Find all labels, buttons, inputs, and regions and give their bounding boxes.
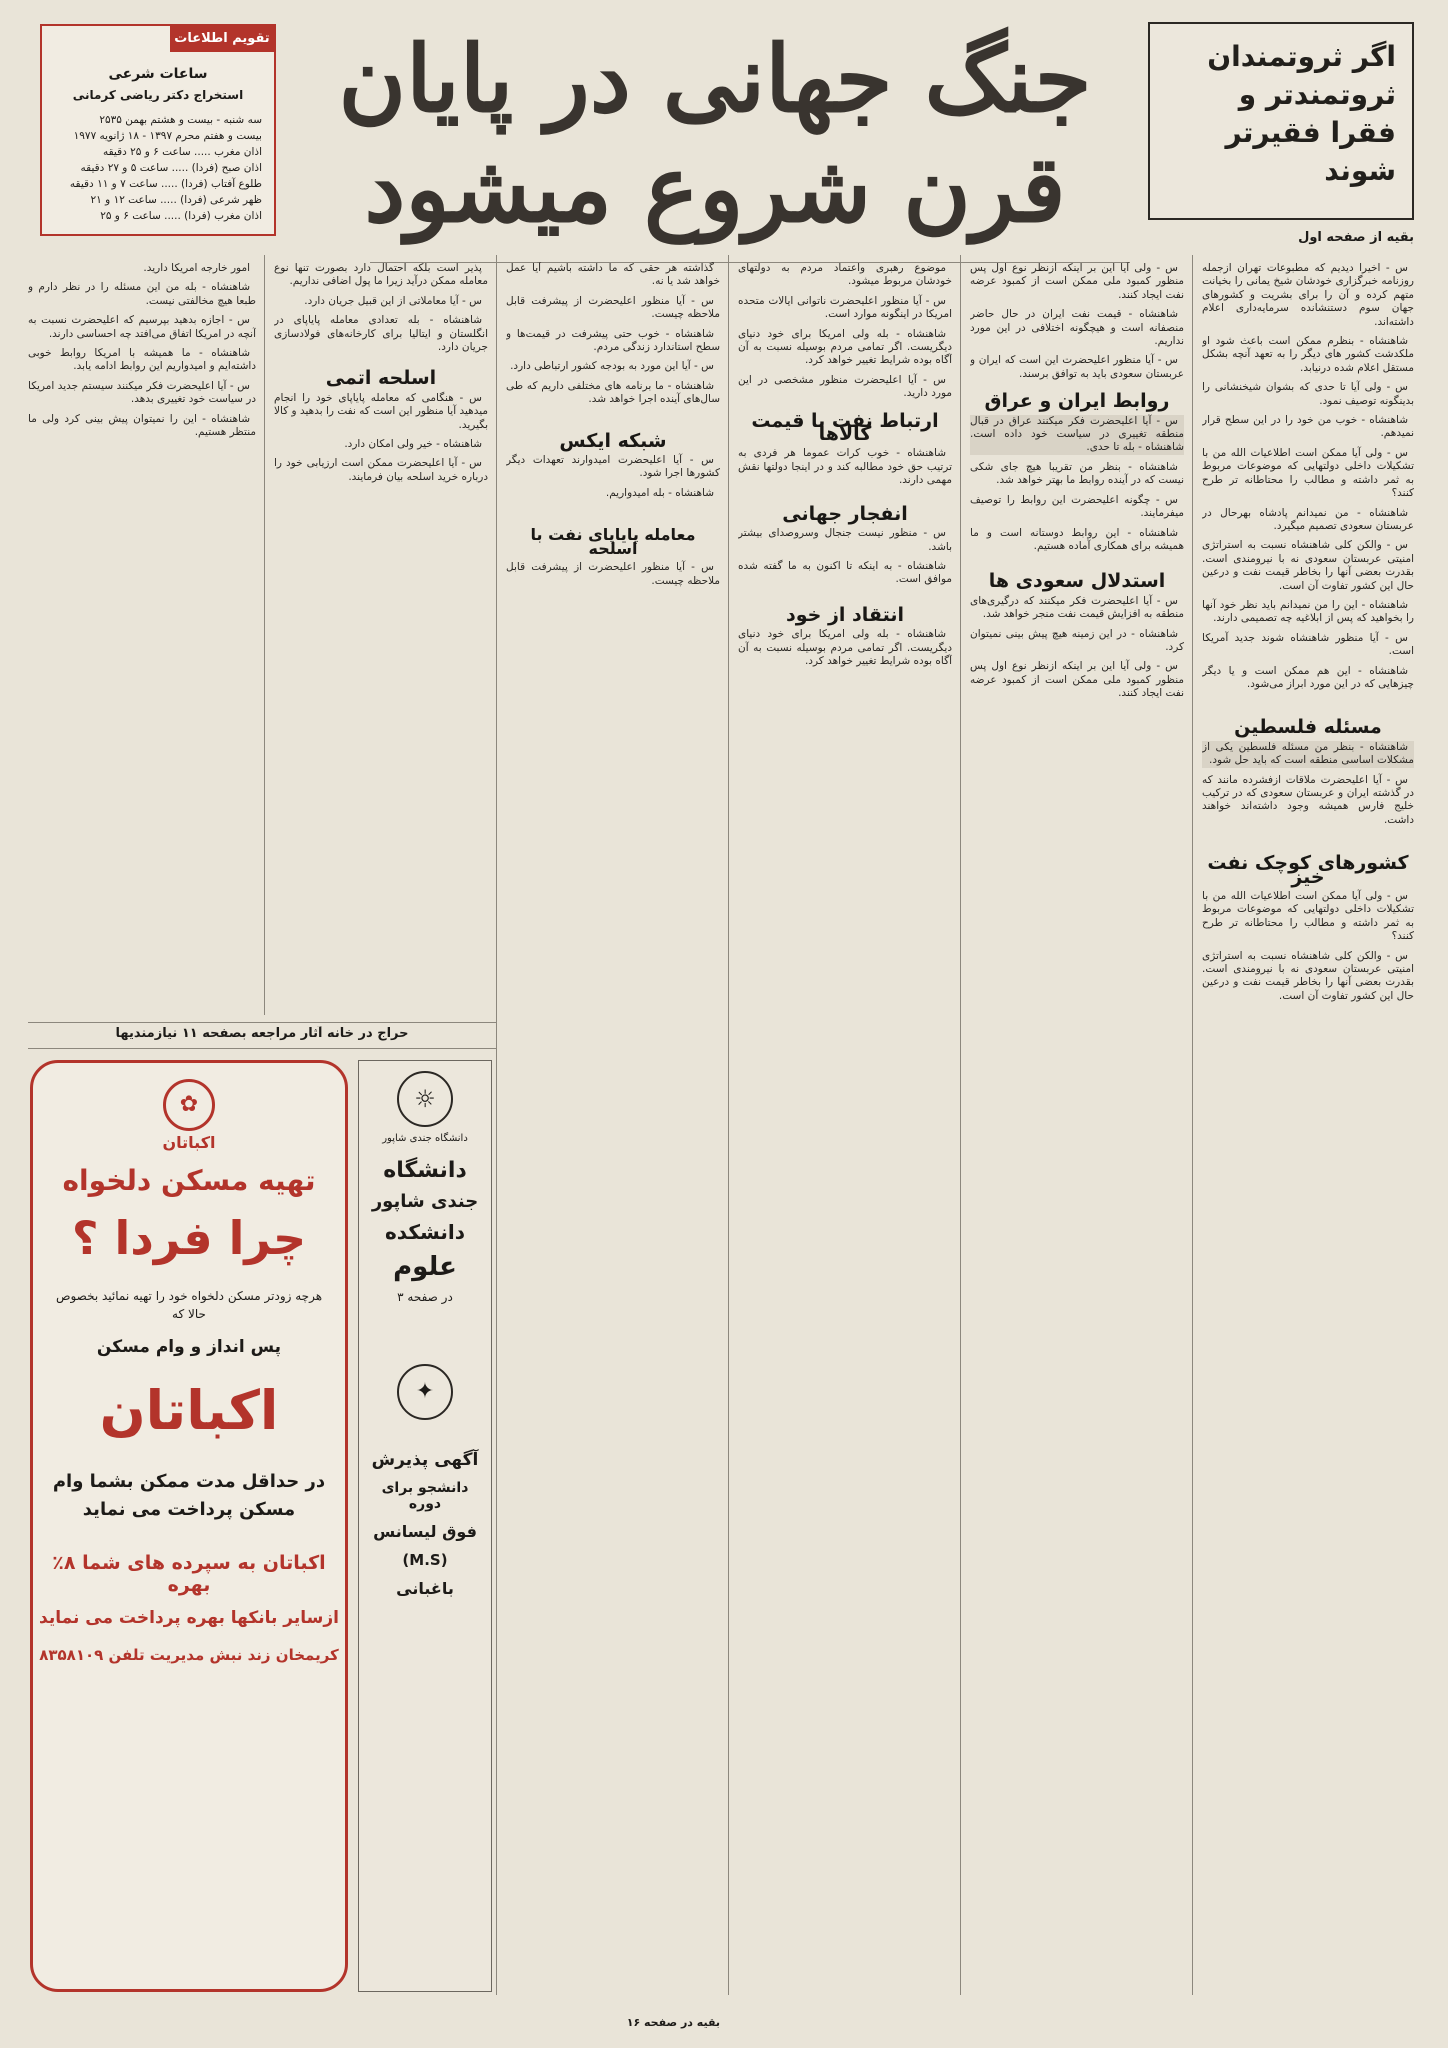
calendar-line: اذان مغرب (فردا) ..... ساعت ۶ و ۲۵ [100, 210, 262, 222]
column-rule [496, 255, 497, 1995]
paragraph: س - آیا منظور شاهنشاه شوند جدید آمریکا است. [1202, 631, 1414, 658]
column-rule [1192, 255, 1193, 1995]
main-headline [300, 18, 1130, 254]
ekbatan-line-6: ازسایر بانکها بهره پرداخت می نماید [39, 1608, 339, 1628]
paragraph: پذیر است بلکه احتمال دارد بصورت تنها نوع معامله ممکن درآید زیرا ما پول اضافی نداریم. [274, 262, 488, 288]
ekbatan-line-3: پس انداز و وام مسکن [96, 1337, 282, 1357]
paragraph: شاهنشاه - بنظرم ممکن است باعث شود او ملکدشت کشور های دیگر را به تعهد آنچه بشکل مستقل اعلام شده درنیابد. [1202, 335, 1414, 374]
column-rule [728, 255, 729, 1995]
paragraph: س - والکن کلی شاهنشاه نسبت به استراتژی امنیتی عربستان سعودی نه با نیرومندی است. بقدرت بعضی آنها را بخاطر قیمت نفت و درعین حال این کشور تفاوت آن است. [1202, 949, 1414, 1002]
ekbatan-brand-small: اکباتان [162, 1133, 216, 1152]
university-title-4: علوم [393, 1252, 457, 1282]
calendar-line: بیست و هفتم محرم ۱۳۹۷ - ۱۸ ژانویه ۱۹۷۷ [73, 130, 262, 142]
calendar-line: اذان مغرب ..... ساعت ۶ و ۲۵ دقیقه [102, 146, 262, 158]
paragraph: س - آیا اعلیحضرت فکر میکنند سیستم جدید امریکا در سیاست خود تغییری بدهد. [28, 379, 256, 406]
article-column-6 [28, 262, 256, 1014]
calendar-line: اذان صبح (فردا) ..... ساعت ۵ و ۲۷ دقیقه [80, 162, 262, 174]
calendar-box [40, 24, 276, 236]
paragraph: س - آیا منظور اعلیحضرت از پیشرفت قابل ملاحظه چیست. [506, 561, 720, 587]
paragraph: شاهنشاه - قیمت نفت ایران در حال حاضر منصفانه است و هیچگونه اختلافی در این مورد نداریم. [970, 308, 1184, 348]
calendar-line: سه شنبه - بیست و هشتم بهمن ۲۵۳۵ [99, 114, 262, 126]
side-headline-text: اگر ثروتمندان ثروتمندتر و فقرا فقیرتر شوند [1207, 40, 1396, 187]
subhead-x-network: شبکه ایکس [559, 429, 667, 452]
continued-from-front: بقیه از صفحه اول [1298, 230, 1414, 245]
calendar-line: ظهر شرعی (فردا) ..... ساعت ۱۲ و ۲۱ [90, 194, 262, 206]
university-body-1: آگهی پذیرش [371, 1450, 479, 1470]
university-ad [358, 1060, 492, 1992]
paragraph: س - آیا اعلیحضرت ملاقات ازفشرده مانند که در گذشته ایران و عربستان سعودی که در ترکیب خلیج فارس همیشه وجود داشته‌اند خواهند داشت. [1202, 773, 1414, 826]
subhead-iran-iraq: روابط ایران و عراق [984, 390, 1170, 413]
paragraph: س - اخیرا دیدیم که مطبوعات تهران ازجمله روزنامه خبرگزاری خودشان شیخ یمانی را بخیانت متهم کرده و آن را برای بشریت و کشورهای جهان سوم دستنشانده سرمایه‌داری اعلام داشته‌اند. [1202, 262, 1414, 328]
column-rule [960, 255, 961, 1995]
subhead-explosion: انفجار جهانی [782, 502, 908, 525]
headline-line-2: قرن شروع میشود [364, 135, 1066, 243]
university-body-4: (M.S) [402, 1551, 448, 1569]
paragraph: س - آیا منظور اعلیحضرت این است که ایران و عربستان سعودی باید به توافق برسند. [970, 354, 1184, 380]
ekbatan-line-5: اکباتان به سپرده های شما ۸٪ بهره [52, 1552, 326, 1596]
calendar-lines [54, 112, 262, 224]
university-body-3: فوق لیسانس [373, 1522, 477, 1541]
paragraph: س - ولی آیا این بر اینکه ازنظر نوع اول پس منظور کمبود ملی ممکن است از کمبود عرضه نفت ایجاد کنند. [970, 660, 1184, 700]
auction-notice: حراج در خانه آثار مراجعه بصفحه ۱۱ نیازمندیها [115, 1026, 409, 1041]
paragraph: گذاشته هر حقی که ما داشته باشیم آیا عمل خواهد شد یا نه. [506, 262, 720, 288]
university-title-3: دانشکده [385, 1220, 465, 1244]
paragraph: امور خارجه امریکا دارید. [143, 262, 250, 274]
ekbatan-brand-big: اکباتان [99, 1379, 279, 1442]
notice-rule [28, 1022, 496, 1023]
paragraph: شاهنشاه - بله تعدادی معامله پایاپای در انگلستان و ایتالیا برای کارخانه‌های فولادسازی جریان دارد. [274, 314, 488, 354]
subhead-small-oil: کشورهای کوچک نفت خیز [1207, 852, 1409, 888]
headline-line-1: جنگ جهانی در پایان [338, 25, 1092, 133]
paragraph: شاهنشاه - در این زمینه هیچ پیش بینی نمیتوان کرد. [970, 627, 1184, 653]
calendar-line: طلوع آفتاب (فردا) ..... ساعت ۷ و ۱۱ دقیقه [69, 178, 262, 190]
paragraph: س - آیا معاملاتی از این قبیل جریان دارد. [304, 294, 482, 307]
paragraph: س - آیا منظور اعلیحضرت از پیشرفت قابل ملاحظه چیست. [506, 294, 720, 321]
paragraph: شاهنشاه - بنظر من تقریبا هیچ جای شکی نیست که در آینده روابط ما بهتر خواهد شد. [970, 460, 1184, 487]
paragraph: شاهنشاه - خوب من خود را در این سطح قرار نمیدهم. [1202, 414, 1414, 440]
side-headline-box [1148, 22, 1414, 220]
paragraph: س - ولی آیا ممکن است اطلاعیات الله من با تشکیلات داخلی دولتهایی که موضوعات مربوط به ثمر داشته و مطالب را محتاطانه تر طرح کنند؟ [1202, 446, 1414, 500]
paragraph: س - هنگامی که معامله پایاپای خود را انجام میدهید آیا منظور این است که نفت را بدهید و کالا بگیرید. [274, 391, 488, 431]
university-body-2: دانشجو برای دوره [381, 1480, 469, 1512]
ekbatan-line-2: هرچه زودتر مسکن دلخواه خود را تهیه نمائید بخصوص حالا که [55, 1289, 323, 1321]
subhead-palestine: مسئله فلسطین [1234, 716, 1382, 739]
paragraph: شاهنشاه - خوب حتی پیشرفت در قیمت‌ها و سطح استاندارد زندگی مردم. [506, 327, 720, 354]
paragraph: شاهنشاه - من نمیدانم پادشاه بهرحال در عربستان سعودی تصمیم میگیرد. [1202, 506, 1414, 532]
paragraph: شاهنشاه - بله ولی امریکا برای خود دنیای دیگریست. اگر تمامی مردم بوسیله نسبت به آن آگاه بوده شرایط تغییر خواهد کرد. [738, 327, 952, 367]
ekbatan-phone: کریمخان زند نبش مدیریت تلفن ۸۳۵۸۱۰۹ [39, 1646, 339, 1664]
paragraph: س - اجازه بدهید بپرسیم که اعلیحضرت نسبت به آنچه در امریکا اتفاق می‌افتد چه احساسی دارند. [28, 314, 256, 340]
paragraph: س - ولی آیا تا حدی که بشوان شیخنشانی را بدینگونه توصیف نمود. [1202, 381, 1414, 407]
paragraph: س - آیا اعلیحضرت فکر میکنند که درگیری‌های منطقه به افزایش قیمت نفت منجر خواهد شد. [970, 594, 1184, 621]
university-body-5: باغبانی [396, 1579, 454, 1598]
paragraph: شاهنشاه - بله امیدواریم. [605, 486, 714, 499]
university-logo-icon: ☼ [397, 1071, 453, 1127]
continued-on-page: بقیه در صفحه ۱۶ [626, 2016, 720, 2029]
university-page-ref: در صفحه ۳ [397, 1290, 453, 1304]
paragraph: شاهنشاه - خوب کرات عموما هر فردی به ترتیب حق خود مطالبه کند و در اینجا دولتها نقش مهمی دارند. [738, 447, 952, 487]
paragraph: س - آیا اعلیحضرت ممکن است ارزیابی خود را درباره خرید اسلحه بیان فرمایند. [274, 457, 488, 483]
subhead-self-critique: انتقاد از خود [786, 603, 904, 626]
paragraph: موضوع رهبری واعتماد مردم به دولتهای خودشان مربوط میشود. [738, 262, 952, 288]
subhead-bilateral: معامله پایاپای نفت با اسلحه [530, 525, 696, 558]
paragraph: شاهنشاه - بنظر من مسئله فلسطین یکی از مشکلات اساسی منطقه است که باید حل شود. [1202, 740, 1414, 767]
article-column-4 [506, 262, 720, 1992]
article-column-5 [274, 262, 488, 1014]
university-seal-icon: ✦ [397, 1364, 453, 1420]
paragraph: شاهنشاه - خیر ولی امکان دارد. [344, 438, 482, 451]
article-column-3 [738, 262, 952, 1992]
paragraph: شاهنشاه - ما برنامه های مختلفی داریم که طی سال‌های آینده اجرا خواهد شد. [506, 379, 720, 406]
paragraph: شاهنشاه - بله من این مسئله را در نظر دارم و طبعا هیچ مخالفتی نیست. [28, 281, 256, 307]
paragraph: س - ولی آیا این بر اینکه ازنظر نوع اول پس منظور کمبود ملی ممکن است از کمبود عرضه نفت ایجاد کنند. [970, 262, 1184, 301]
paragraph: س - آیا این مورد به بودجه کشور ارتباطی دارد. [510, 360, 714, 373]
subhead-oil-link: ارتباط نفت با قیمت کالاها [751, 409, 939, 446]
article-column-2 [970, 262, 1184, 1992]
ekbatan-big-question: چرا فردا ؟ [71, 1211, 307, 1265]
calendar-heading: ساعات شرعی [108, 66, 208, 82]
ekbatan-logo-icon: ✿ [163, 1079, 215, 1131]
ekbatan-ad [30, 1060, 348, 1992]
paragraph: س - آیا اعلیحضرت منظور مشخصی در این مورد دارید. [738, 373, 952, 400]
paragraph: س - آیا اعلیحضرت فکر میکنند عراق در قبال منطقه تغییری در سیاست خود داده است. شاهنشاه - بله تا حدی. [970, 414, 1184, 454]
column-rule [264, 255, 265, 1015]
university-title-1: دانشگاه [383, 1158, 467, 1183]
paragraph: س - منظور نیست جنجال وسروصدای بیشتر باشد. [738, 527, 952, 553]
university-title-2: جندی شاپور [371, 1191, 479, 1212]
paragraph: س - ولی آیا ممکن است اطلاعیات الله من با تشکیلات داخلی دولتهایی که موضوعات مربوط به ثمر داشته و مطالب را محتاطانه تر طرح کنند؟ [1202, 890, 1414, 943]
paragraph: شاهنشاه - این هم ممکن است و یا دیگر چیزهایی که در این مورد ابراز می‌شود. [1202, 664, 1414, 690]
ekbatan-line-4: در حداقل مدت ممکن بشما وام مسکن پرداخت می نماید [52, 1471, 326, 1520]
paragraph: شاهنشاه - بله ولی امریکا برای خود دنیای دیگریست. اگر تمامی مردم بوسیله نسبت به آن آگاه بوده شرایط تغییر خواهد کرد. [738, 628, 952, 667]
paragraph: س - والکن کلی شاهنشاه نسبت به استراتژی امنیتی عربستان سعودی نه با نیرومندی است. بقدرت بعضی آنها را بخاطر قیمت نفت و درعین حال این کشور تفاوت آن است. [1202, 539, 1414, 592]
paragraph: شاهنشاه - ما همیشه با امریکا روابط خوبی داشته‌ایم و امیدواریم این روابط ادامه یابد. [28, 347, 256, 373]
paragraph: س - آیا منظور اعلیحضرت ناتوانی ایالات متحده امریکا در اینگونه موارد است. [738, 294, 952, 321]
paragraph: شاهنشاه - این روابط دوستانه است و ما همیشه برای همکاری آماده هستیم. [970, 526, 1184, 552]
calendar-author: استخراج دکتر ریاضی کرمانی [72, 88, 244, 102]
paragraph: س - آیا اعلیحضرت امیدوارند تعهدات دیگر کشورها اجرا شود. [506, 454, 720, 480]
article-column-1 [1202, 262, 1414, 1992]
calendar-title: تقویم اطلاعات [170, 26, 274, 52]
ekbatan-line-1: تهیه مسکن دلخواه [62, 1164, 316, 1197]
university-header: دانشگاه جندی شاپور [382, 1133, 468, 1144]
notice-rule [28, 1048, 496, 1049]
paragraph: شاهنشاه - این را نمیتوان پیش بینی کرد ولی ما منتظر هستیم. [28, 412, 256, 439]
subhead-saudi: استدلال سعودی ها [988, 570, 1166, 593]
paragraph: شاهنشاه - به اینکه تا اکنون به ما گفته شده موافق است. [738, 559, 952, 586]
paragraph: س - چگونه اعلیحضرت این روابط را توصیف میفرمایند. [970, 493, 1184, 520]
subhead-atomic: اسلحه اتمی [325, 367, 437, 390]
paragraph: شاهنشاه - این را من نمیدانم باید نظر خود آنها را بخواهید که پس از ابلاغیه چه تصمیمی دارند. [1202, 598, 1414, 625]
